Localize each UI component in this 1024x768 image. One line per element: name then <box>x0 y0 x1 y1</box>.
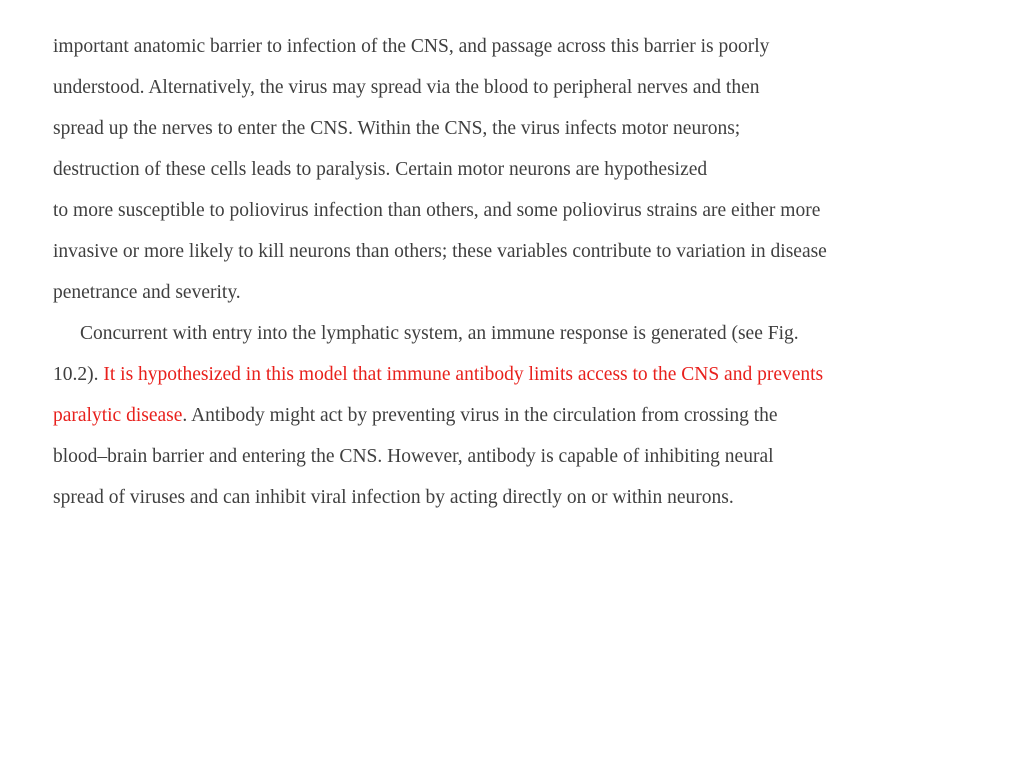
text-line-2: understood. Alternatively, the virus may spread via the blood to peripheral nerves and then <box>53 77 760 98</box>
text-line-12: spread of viruses and can inhibit viral infection by acting directly on or within neurons. <box>53 487 734 508</box>
paragraph-start-line: Concurrent with entry into the lymphatic system, an immune response is generated (see Fig. <box>80 323 799 344</box>
text-line-4: destruction of these cells leads to paralysis. Certain motor neurons are hypothesized <box>53 159 708 180</box>
text-line-3: spread up the nerves to enter the CNS. Within the CNS, the virus infects motor neurons; <box>53 118 741 139</box>
text-line-1: important anatomic barrier to infection of the CNS, and passage across this barrier is poorly <box>53 36 770 57</box>
text-line-5: to more susceptible to poliovirus infection than others, and some poliovirus strains are either more <box>53 200 821 221</box>
line-prefix: 10.2). <box>53 364 104 385</box>
text-line-10 <box>53 395 778 436</box>
text-line-6: invasive or more likely to kill neurons than others; these variables contribute to variation in disease <box>53 241 827 262</box>
text-line-9 <box>53 354 823 395</box>
text-line-7: penetrance and severity. <box>53 282 241 303</box>
highlighted-text: It is hypothesized in this model that immune antibody limits access to the CNS and prevents <box>103 364 824 385</box>
highlighted-text-continued: paralytic disease <box>53 405 183 426</box>
text-line-11: blood–brain barrier and entering the CNS. However, antibody is capable of inhibiting neural <box>53 446 774 467</box>
line-suffix: . Antibody might act by preventing virus in the circulation from crossing the <box>182 405 778 426</box>
